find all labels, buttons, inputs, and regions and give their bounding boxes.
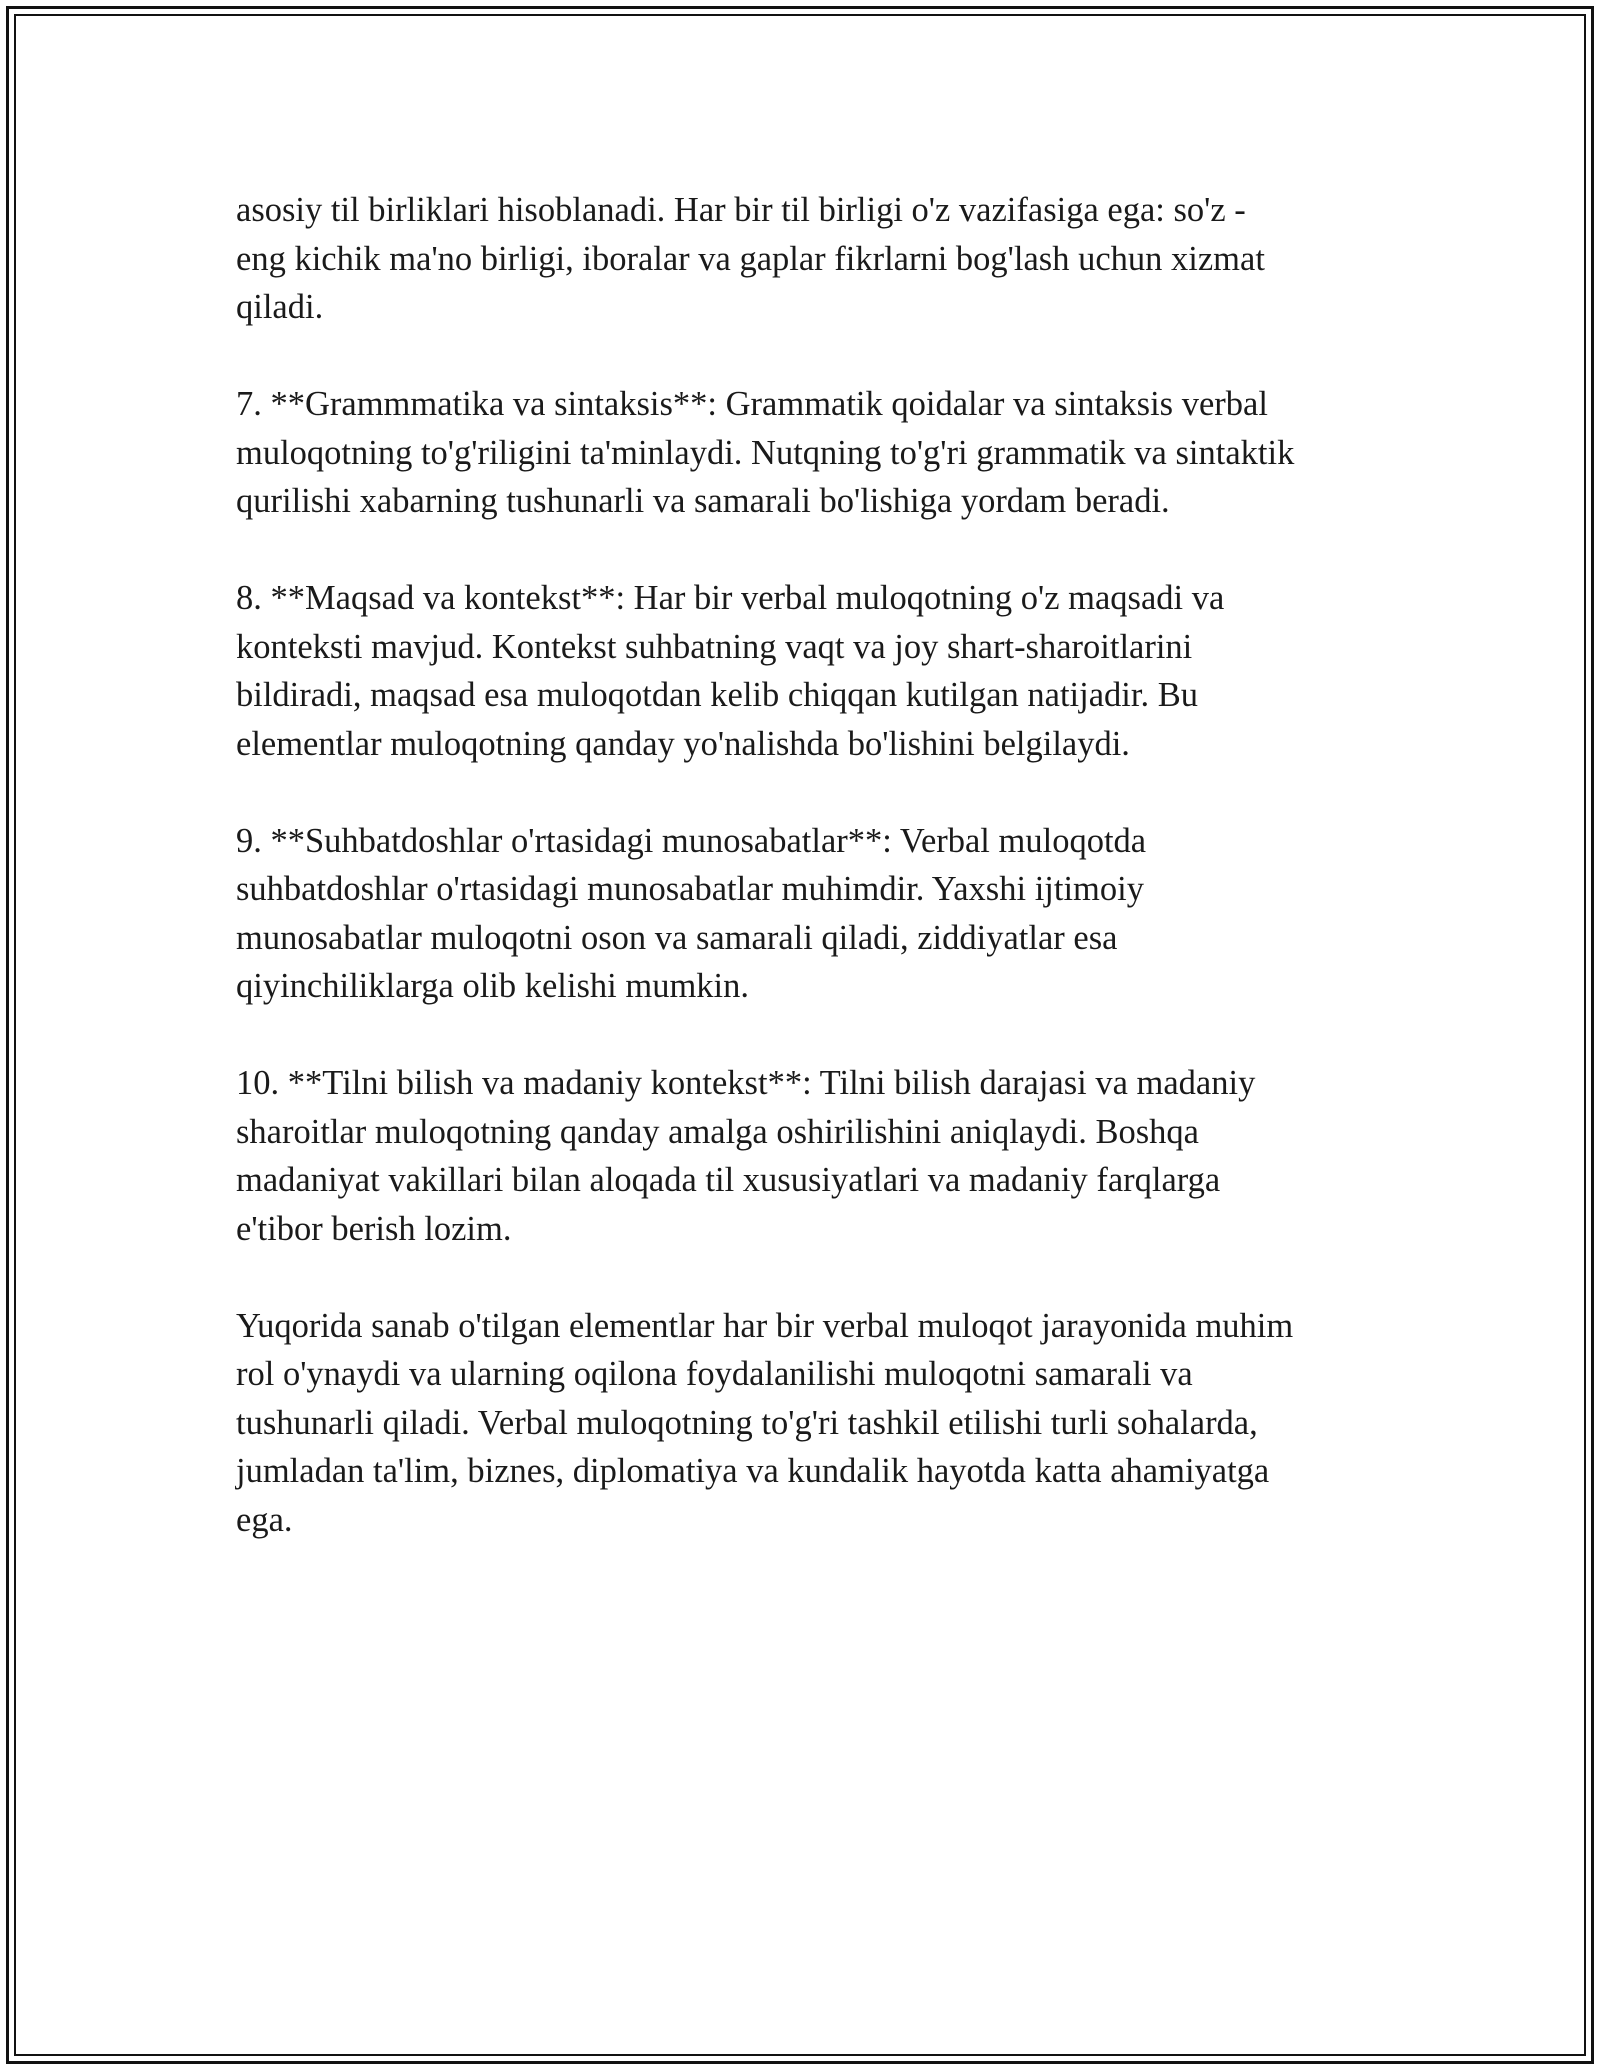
paragraph-interlocutor-relations: 9. **Suhbatdoshlar o'rtasidagi munosabatlar**: Verbal muloqotda suhbatdoshlar o'rtasidagi munosabatlar muhimdir. Yaxshi ijtimoiy munosabatlar muloqotni oson va samarali qiladi, ziddiyatlar esa qiyinchiliklarga olib kelishi mumkin. [236, 821, 1147, 1005]
paragraph-purpose-context: 8. **Maqsad va kontekst**: Har bir verbal muloqotning o'z maqsadi va konteksti mavjud. Kontekst suhbatning vaqt va joy shart-sharoitlarini bildiradi, maqsad esa muloqotdan kelib chiqqan kutilgan natijadir. Bu elementlar muloqotning qanday yo'nalishda bo'lishini belgilaydi. [236, 579, 1225, 763]
paragraph-conclusion: Yuqorida sanab o'tilgan elementlar har bir verbal muloqot jarayonida muhim rol o'ynaydi va ularning oqilona foydalanilishi muloqotni samarali va tushunarli qiladi. Verbal muloqotning to'g'ri tashkil etilishi turli sohalarda, jumladan ta'lim, biznes, diplomatiya va kundalik hayotda katta ahamiyatga ega. [236, 1306, 1294, 1539]
document-body [236, 186, 1376, 1593]
paragraph-grammar-syntax: 7. **Grammmatika va sintaksis**: Grammatik qoidalar va sintaksis verbal muloqotning to'g'riligini ta'minlaydi. Nutqning to'g'ri grammatik va sintaktik qurilishi xabarning tushunarli va samarali bo'lishiga yordam beradi. [236, 385, 1295, 520]
paragraph-language-units: asosiy til birliklari hisoblanadi. Har bir til birligi o'z vazifasiga ega: so'z - eng kichik ma'no birligi, iboralar va gaplar fikrlarni bog'lash uchun xizmat qiladi. [236, 191, 1265, 326]
paragraph-language-culture: 10. **Tilni bilish va madaniy kontekst**: Tilni bilish darajasi va madaniy sharoitlar muloqotning qanday amalga oshirilishini aniqlaydi. Boshqa madaniyat vakillari bilan aloqada til xususiyatlari va madaniy farqlarga e'tibor berish lozim. [236, 1064, 1256, 1248]
